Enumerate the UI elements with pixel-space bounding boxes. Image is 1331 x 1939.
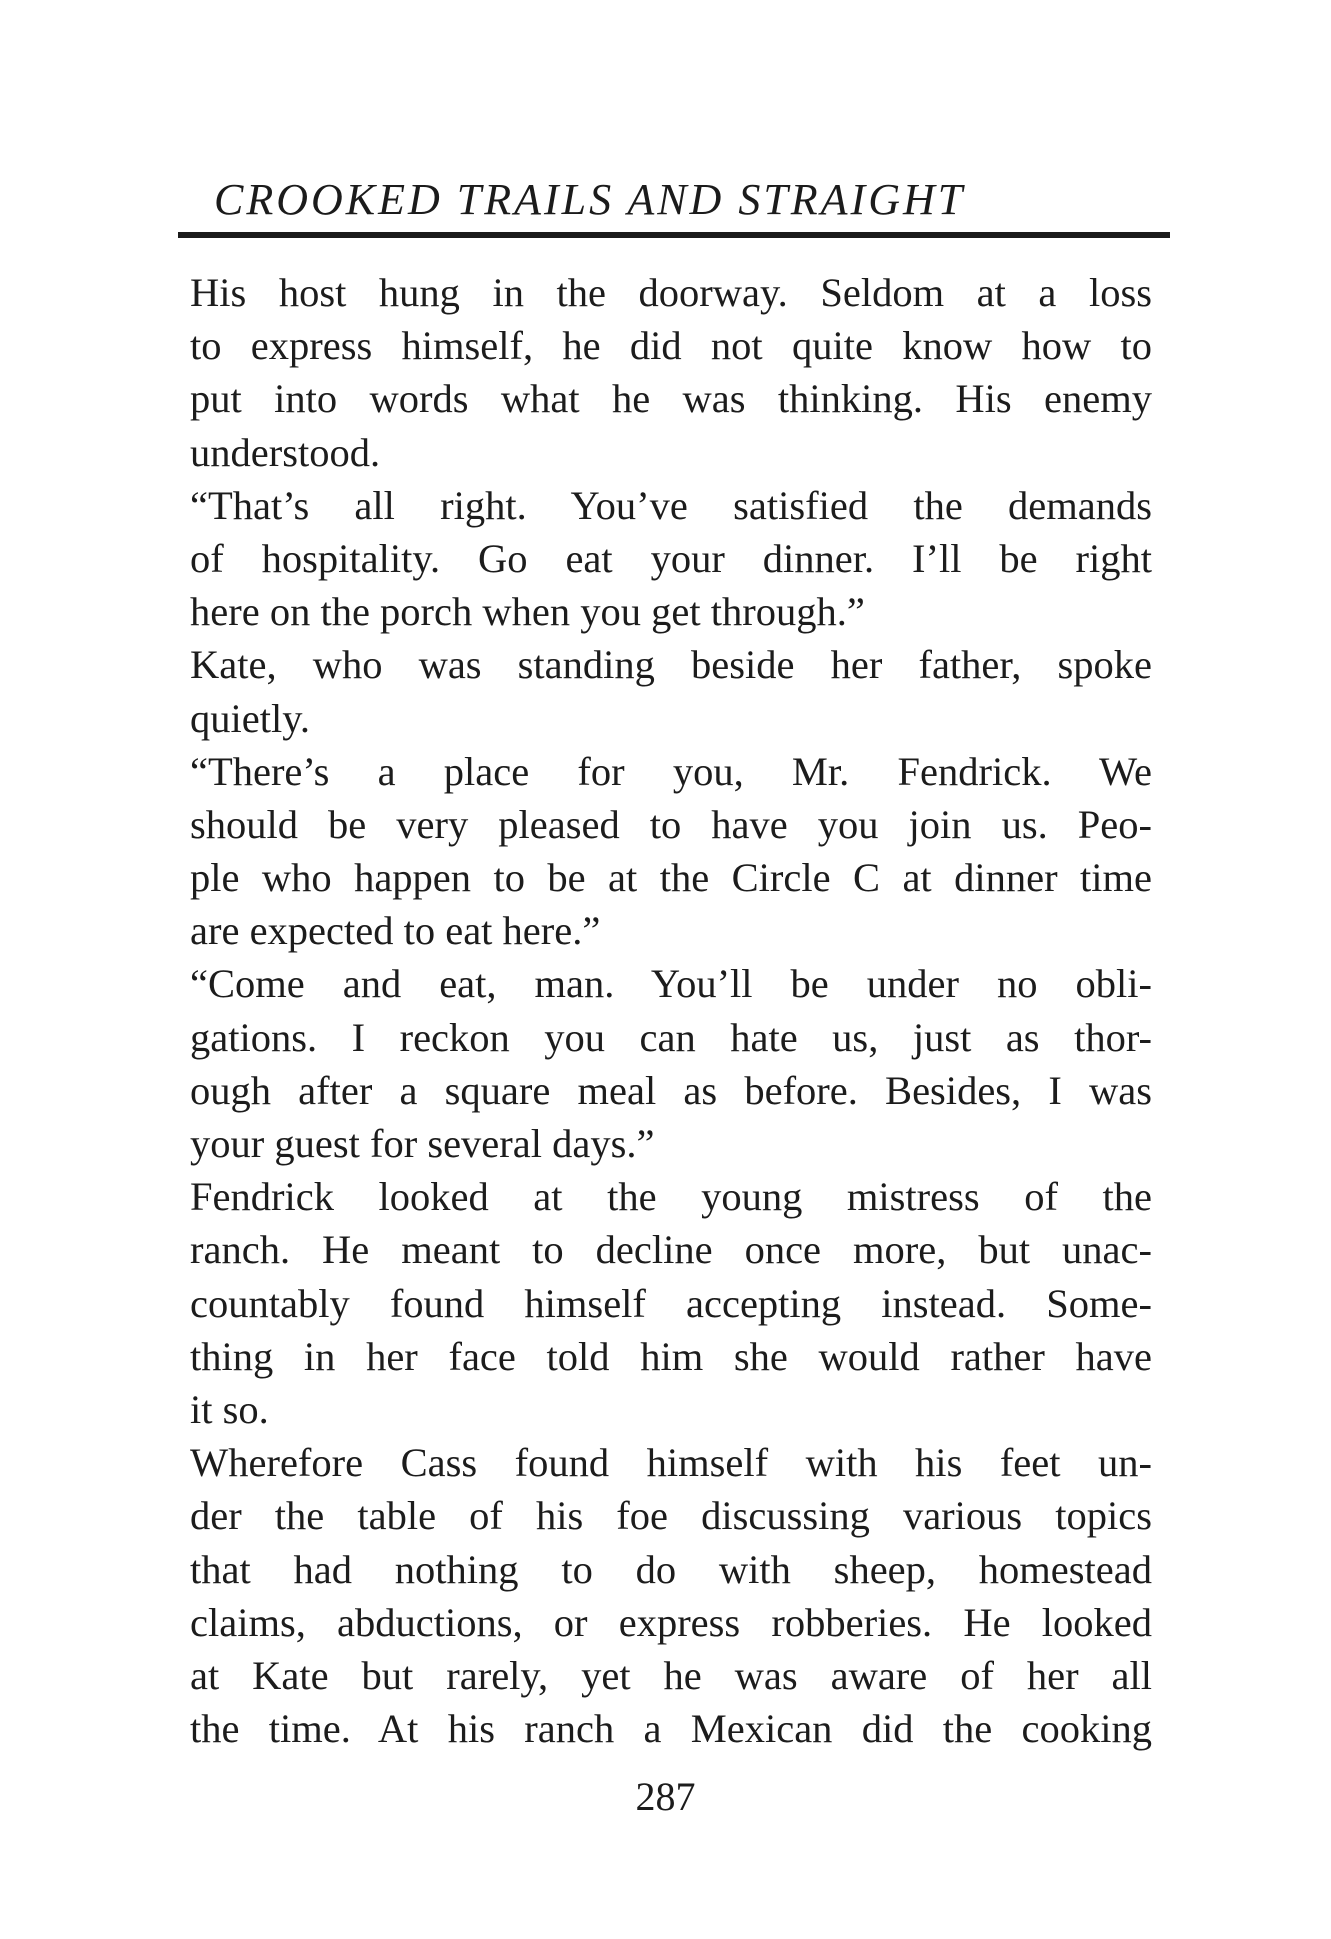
text-line: your guest for several days.” (190, 1121, 655, 1166)
text-line: claims, abductions, or express robberies. He looked (190, 1599, 1152, 1645)
text-line: that had nothing to do with sheep, homestead (190, 1546, 1152, 1592)
text-line: Wherefore Cass found himself with his feet un- (190, 1440, 1152, 1486)
text-line: ough after a square meal as before. Besides, I was (190, 1067, 1152, 1113)
text-line: put into words what he was thinking. His enemy (190, 376, 1152, 422)
text-line: “Come and eat, man. You’ll be under no obli- (190, 961, 1152, 1007)
text-line: thing in her face told him she would rather have (190, 1333, 1152, 1379)
text-line: of hospitality. Go eat your dinner. I’ll be right (190, 535, 1152, 581)
text-line: ranch. He meant to decline once more, but unac- (190, 1227, 1152, 1273)
text-line: countably found himself accepting instead. Some- (190, 1280, 1152, 1326)
text-line: gations. I reckon you can hate us, just as thor- (190, 1014, 1152, 1060)
text-line: at Kate but rarely, yet he was aware of her all (190, 1652, 1152, 1698)
text-line: His host hung in the doorway. Seldom at a loss (190, 270, 1152, 315)
text-line: “There’s a place for you, Mr. Fendrick. We (190, 748, 1152, 794)
text-line: the time. At his ranch a Mexican did the cooking (190, 1706, 1152, 1752)
body-text (190, 266, 1152, 1755)
text-line: should be very pleased to have you join us. Peo- (190, 801, 1152, 847)
running-head: CROOKED TRAILS AND STRAIGHT (214, 175, 966, 224)
text-line: to express himself, he did not quite know how to (190, 323, 1152, 369)
page-number: 287 (635, 1774, 696, 1819)
text-line: understood. (190, 429, 381, 475)
text-line: ple who happen to be at the Circle C at dinner time (190, 855, 1152, 901)
header-rule (178, 232, 1170, 238)
text-line: Kate, who was standing beside her father, spoke (190, 642, 1152, 688)
text-line: quietly. (190, 695, 310, 741)
text-line: Fendrick looked at the young mistress of the (190, 1174, 1152, 1220)
text-line: are expected to eat here.” (190, 908, 601, 954)
text-line: “That’s all right. You’ve satisfied the demands (190, 482, 1152, 528)
text-line: der the table of his foe discussing various topics (190, 1493, 1152, 1539)
text-line: it so. (190, 1386, 269, 1432)
text-line: here on the porch when you get through.” (190, 589, 865, 635)
